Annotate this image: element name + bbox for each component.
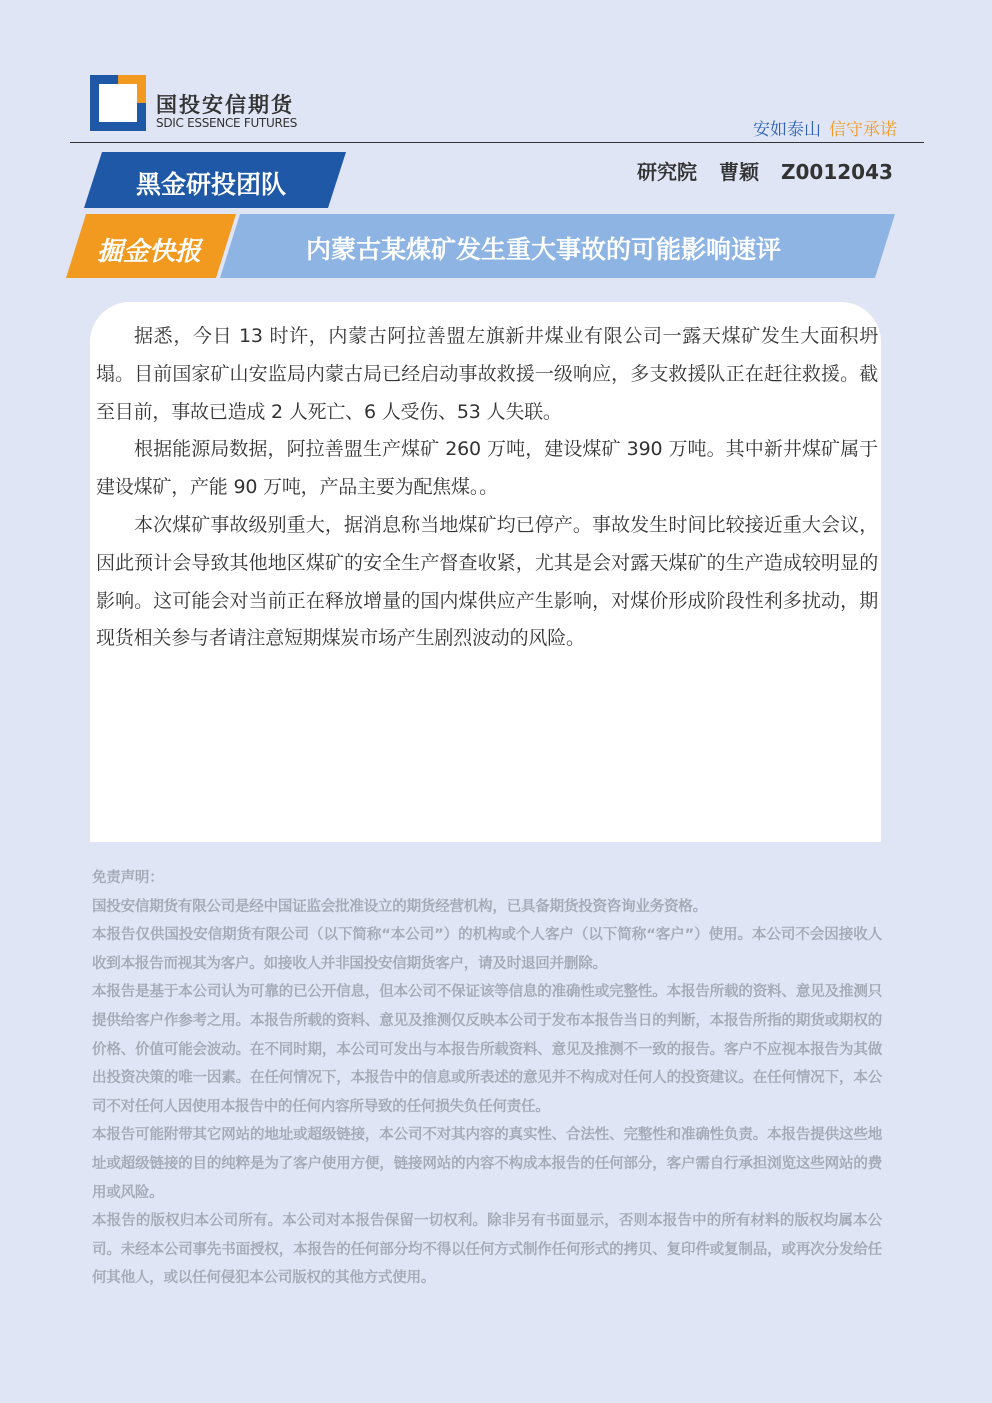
disclaimer — [92, 864, 882, 1293]
team-name: 黑金研投团队 — [136, 170, 287, 199]
company-logo — [90, 75, 320, 135]
logo-company-name: 国投安信期货 — [156, 93, 294, 117]
logo-company-name-en: SDIC ESSENCE FUTURES — [156, 116, 298, 130]
slogan — [753, 115, 897, 140]
disclaimer-paragraph: 本报告是基于本公司认为可靠的已公开信息，但本公司不保证该等信息的准确性或完整性。本报告所载的资料、意见及推测只提供给客户作参考之用。本报告所载的资料、意见及推测仅反映本公司于发布本报告当日的判断，本报告所指的期货或期权的价格、价值可能会波动。在不同时期，本公司可发出与本报告所载资料、意见及推测不一致的报告。客户不应视本报告为其做出投资决策的唯一因素。在任何情况下，本报告中的信息或所表述的意见并不构成对任何人的投资建议。在任何情况下，本公司不对任何人因使用本报告中的任何内容所导致的任何损失负任何责任。 — [92, 984, 882, 1115]
report-body — [96, 318, 878, 658]
body-paragraph: 本次煤矿事故级别重大，据消息称当地煤矿均已停产。事故发生时间比较接近重大会议，因此预计会导致其他地区煤矿的安全生产督查收紧，尤其是会对露天煤矿的生产造成较明显的影响。这可能会对当前正在释放增量的国内煤供应产生影响，对煤价形成阶段性利多扰动，期现货相关参与者请注意短期煤炭市场产生剧烈波动的风险。 — [96, 513, 878, 650]
disclaimer-paragraph: 本报告的版权归本公司所有。本公司对本报告保留一切权利。除非另有书面显示，否则本报告中的所有材料的版权均属本公司。未经本公司事先书面授权，本报告的任何部分均不得以任何方式制作任何形式的拷贝、复印件或复制品，或再次分发给任何其他人，或以任何侵犯本公司版权的其他方式使用。 — [92, 1213, 882, 1287]
logo-mark-icon — [90, 75, 146, 131]
body-paragraph: 根据能源局数据，阿拉善盟生产煤矿 260 万吨，建设煤矿 390 万吨。其中新井煤矿属于建设煤矿，产能 90 万吨，产品主要为配焦煤。。 — [96, 438, 878, 499]
slogan-part-2: 信守承诺 — [829, 120, 897, 140]
header-divider — [70, 142, 924, 143]
analyst-license: Z0012043 — [781, 160, 893, 184]
disclaimer-paragraph: 国投安信期货有限公司是经中国证监会批准设立的期货经营机构，已具备期货投资咨询业务资格。 — [92, 898, 707, 915]
disclaimer-paragraph: 本报告可能附带其它网站的地址或超级链接，本公司不对其内容的真实性、合法性、完整性和准确性负责。本报告提供这些地址或超级链接的目的纯粹是为了客户使用方便，链接网站的内容不构成本报告的任何部分，客户需自行承担浏览这些网站的费用或风险。 — [92, 1127, 882, 1201]
author-info — [637, 156, 893, 185]
slogan-part-1: 安如泰山 — [753, 120, 821, 140]
disclaimer-paragraph: 本报告仅供国投安信期货有限公司（以下简称“本公司”）的机构或个人客户（以下简称“客户”）使用。本公司不会因接收人收到本报告而视其为客户。如接收人并非国投安信期货客户，请及时退回并删除。 — [92, 927, 882, 972]
report-category: 掘金快报 — [97, 237, 202, 267]
body-paragraph: 据悉，今日 13 时许，内蒙古阿拉善盟左旗新井煤业有限公司一露天煤矿发生大面积坍塌。目前国家矿山安监局内蒙古局已经启动事故救援一级响应，多支救援队正在赶往救援。截至目前，事故已造成 2 人死亡、6 人受伤、53 人失联。 — [96, 325, 878, 423]
analyst-name: 曹颖 — [719, 160, 759, 184]
department: 研究院 — [637, 160, 697, 184]
report-title: 内蒙古某煤矿发生重大事故的可能影响速评 — [306, 235, 782, 264]
disclaimer-heading: 免责声明： — [92, 870, 164, 886]
